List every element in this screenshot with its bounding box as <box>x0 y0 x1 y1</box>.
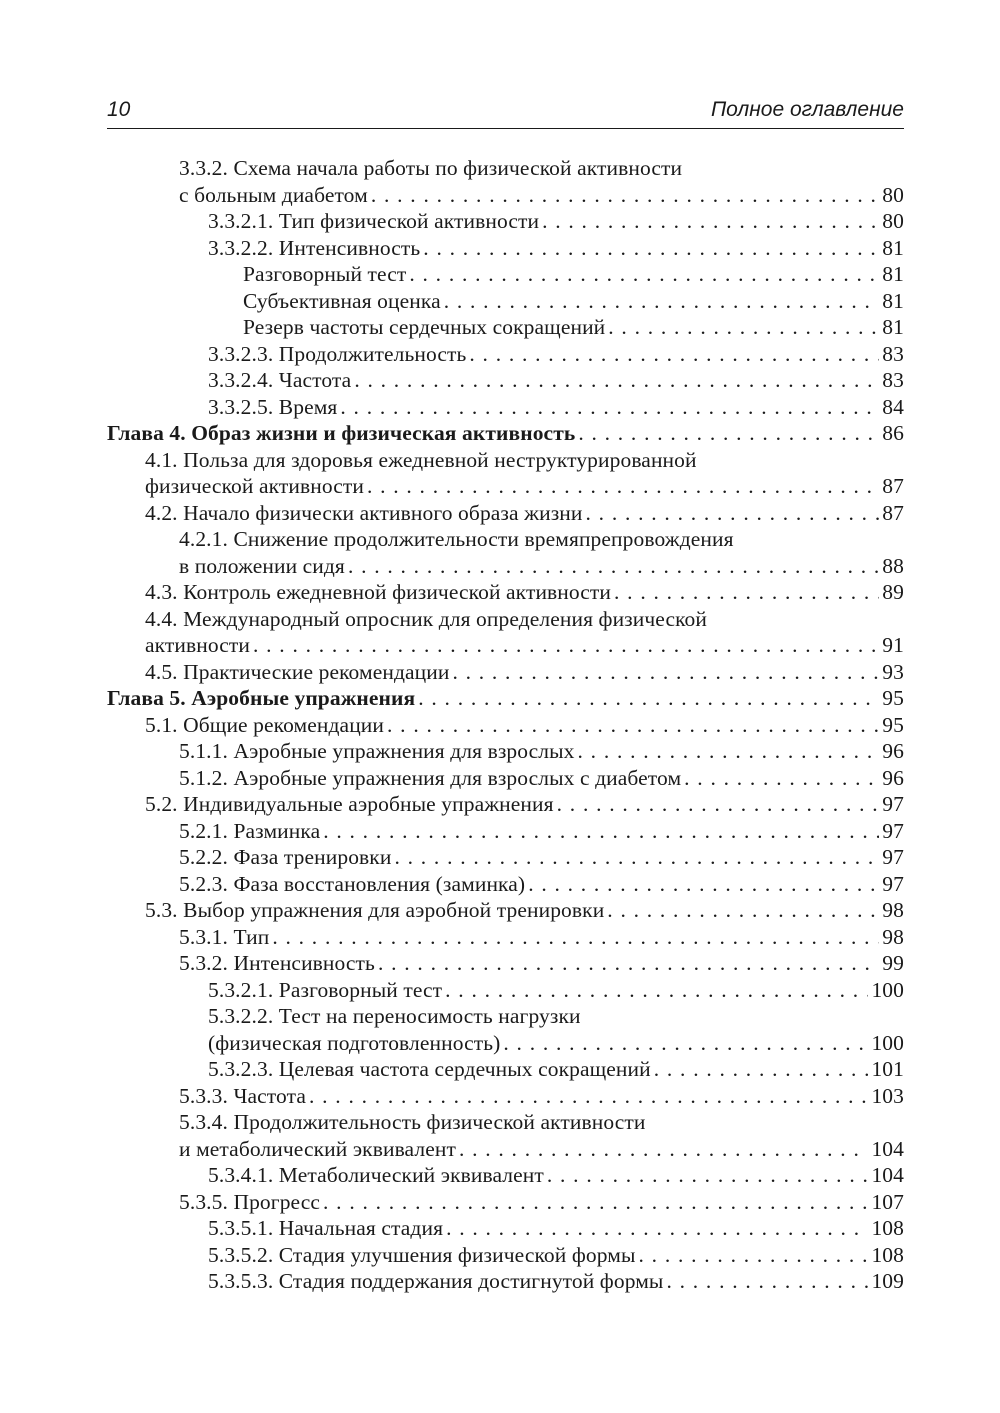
toc-entry-title: Субъективная оценка <box>243 288 441 313</box>
toc-page-number: 108 <box>871 1216 904 1240</box>
toc-page-number: 86 <box>882 421 904 445</box>
dot-leader <box>614 579 879 606</box>
toc-entry-title: с больным диабетом <box>179 182 368 207</box>
dot-leader <box>528 871 879 898</box>
toc-entry-title: 5.1. Общие рекомендации <box>145 712 385 737</box>
toc-entry <box>107 208 904 235</box>
toc-page-number: 81 <box>882 262 904 286</box>
toc-page-number: 84 <box>882 394 904 419</box>
dot-leader <box>654 1056 869 1083</box>
toc-page-number: 98 <box>882 898 904 922</box>
toc-entry <box>107 447 904 474</box>
toc-entry <box>107 1056 904 1083</box>
toc-entry-title: 4.2.1. Снижение продолжительности времяпрепровождения <box>179 527 734 551</box>
dot-leader <box>608 314 879 341</box>
toc-entry <box>107 1242 904 1269</box>
toc-entry-title: 4.4. Международный опросник для определения физической <box>145 606 708 631</box>
toc-page-number: 101 <box>871 1057 904 1081</box>
toc-entry-title: 5.3.2. Интенсивность <box>179 951 375 975</box>
toc-entry <box>107 288 904 315</box>
running-title: Полное оглавление <box>710 98 904 121</box>
toc-entry-title: 5.3.5.1. Начальная стадия <box>208 1216 444 1240</box>
toc-entry-title: 5.3. Выбор упражнения для аэробной тренировки <box>145 898 605 922</box>
toc-page-number: 89 <box>882 580 904 604</box>
toc-entry-title: Разговорный тест <box>243 262 407 286</box>
dot-leader <box>542 208 879 235</box>
toc-entry-title: 4.3. Контроль ежедневной физической активности <box>145 580 612 604</box>
toc-entry <box>107 950 904 977</box>
dot-leader <box>253 632 879 659</box>
toc-page-number: 98 <box>882 924 904 949</box>
dot-leader <box>557 791 880 818</box>
toc-entry <box>107 367 904 394</box>
toc-entry <box>107 818 904 845</box>
toc-entry <box>107 182 904 209</box>
toc-entry-title: 3.3.2.5. Время <box>208 394 338 419</box>
toc-entry <box>107 765 904 792</box>
dot-leader <box>452 659 879 686</box>
toc-entry <box>107 977 904 1004</box>
toc-entry-title: 5.3.1. Тип <box>179 924 270 949</box>
toc-entry-title: 3.3.2.2. Интенсивность <box>208 235 421 260</box>
toc-entry-title: 4.2. Начало физически активного образа жизни <box>145 500 583 525</box>
toc-page-number: 81 <box>882 235 904 260</box>
toc-entry <box>107 738 904 765</box>
toc-entry-title: 5.2.2. Фаза тренировки <box>179 845 392 869</box>
toc-entry-title: в положении сидя <box>179 553 345 578</box>
dot-leader <box>639 1242 869 1269</box>
toc-page-number: 96 <box>882 765 904 790</box>
dot-leader <box>444 288 880 315</box>
toc-entry-title: 5.2.3. Фаза восстановления (заминка) <box>179 871 526 896</box>
dot-leader <box>666 1268 868 1295</box>
toc-entry-title: 5.3.2.1. Разговорный тест <box>208 977 443 1002</box>
toc-entry <box>107 924 904 951</box>
toc-entry <box>107 659 904 686</box>
dot-leader <box>586 500 880 527</box>
toc-entry-title: 5.1.2. Аэробные упражнения для взрослых с диабетом <box>179 765 682 790</box>
toc-page-number: 107 <box>871 1189 904 1214</box>
toc-entry-title: 3.3.2. Схема начала работы по физической активности <box>179 156 683 180</box>
toc-page-number: 96 <box>882 739 904 763</box>
toc-entry <box>107 553 904 580</box>
toc-entry-title: 4.5. Практические рекомендации <box>145 659 450 684</box>
toc-page-number: 87 <box>882 474 904 498</box>
toc-page-number: 103 <box>871 1083 904 1108</box>
toc-entry-title: 5.3.3. Частота <box>179 1083 306 1108</box>
toc-entry-title: 4.1. Польза для здоровья ежедневной неструктурированной <box>145 447 697 472</box>
toc-chapter-entry <box>107 420 904 447</box>
dot-leader <box>367 473 879 500</box>
page-header <box>107 88 904 129</box>
toc-page-number: 93 <box>882 659 904 684</box>
toc-page-number: 104 <box>871 1136 904 1161</box>
toc-entry-title: Глава 5. Аэробные упражнения <box>107 686 416 710</box>
toc-page-number: 109 <box>871 1269 904 1293</box>
toc-page-number: 83 <box>882 341 904 366</box>
toc-entry <box>107 394 904 421</box>
toc-entry <box>107 526 904 553</box>
toc-entry-title: 5.1.1. Аэробные упражнения для взрослых <box>179 739 575 763</box>
dot-leader <box>469 341 879 368</box>
toc-entry-title: 5.3.2.2. Тест на переносимость нагрузки <box>208 1004 581 1028</box>
toc-page-number: 95 <box>882 712 904 737</box>
dot-leader <box>547 1162 869 1189</box>
dot-leader <box>578 738 880 765</box>
toc-entry-title: активности <box>145 633 250 657</box>
toc-entry-title: 3.3.2.3. Продолжительность <box>208 341 467 366</box>
toc-entry-title: 5.3.5.3. Стадия поддержания достигнутой формы <box>208 1269 664 1293</box>
toc-entry <box>107 1109 904 1136</box>
dot-leader <box>340 394 879 421</box>
toc-entry <box>107 1003 904 1030</box>
page-number: 10 <box>107 98 131 121</box>
toc-entry-title: 5.3.4.1. Метаболический эквивалент <box>208 1163 544 1187</box>
toc-entry-title: 5.3.5. Прогресс <box>179 1189 321 1214</box>
toc-page-number: 95 <box>882 686 904 710</box>
toc-page-number: 100 <box>871 1030 904 1055</box>
toc-page-number: 97 <box>882 818 904 843</box>
toc-entry <box>107 1215 904 1242</box>
toc-entry <box>107 1189 904 1216</box>
toc-entry-title: 3.3.2.1. Тип физической активности <box>208 209 540 233</box>
toc-page-number: 81 <box>882 315 904 339</box>
dot-leader <box>578 420 879 447</box>
toc-entry <box>107 791 904 818</box>
toc-entry-title: 5.2.1. Разминка <box>179 818 321 843</box>
toc-entry-title: 5.3.2.3. Целевая частота сердечных сокращений <box>208 1057 651 1081</box>
toc-page-number: 88 <box>882 553 904 578</box>
toc-page-number: 100 <box>871 977 904 1002</box>
toc-entry-title: Резерв частоты сердечных сокращений <box>243 315 606 339</box>
toc-entry <box>107 1030 904 1057</box>
toc-entry <box>107 314 904 341</box>
toc-page-number: 80 <box>882 182 904 207</box>
dot-leader <box>446 1215 868 1242</box>
toc-entry <box>107 1268 904 1295</box>
dot-leader <box>371 182 879 209</box>
toc-entry-title: физической активности <box>145 474 364 498</box>
toc-page-number: 108 <box>871 1242 904 1267</box>
toc-entry <box>107 606 904 633</box>
toc-chapter-entry <box>107 685 904 712</box>
dot-leader <box>354 367 879 394</box>
toc-page-number: 99 <box>882 951 904 975</box>
toc-entry <box>107 341 904 368</box>
toc-page-number: 80 <box>882 209 904 233</box>
toc-page-number: 87 <box>882 500 904 525</box>
toc-entry-title: (физическая подготовленность) <box>208 1030 501 1055</box>
dot-leader <box>459 1136 868 1163</box>
toc-page-number: 83 <box>882 368 904 392</box>
toc-entry <box>107 473 904 500</box>
dot-leader <box>418 685 879 712</box>
toc-entry <box>107 712 904 739</box>
toc-entry <box>107 897 904 924</box>
dot-leader <box>409 261 879 288</box>
toc-entry <box>107 1136 904 1163</box>
toc-entry <box>107 155 904 182</box>
toc-entry <box>107 235 904 262</box>
dot-leader <box>309 1083 868 1110</box>
table-of-contents <box>107 155 904 1295</box>
toc-entry <box>107 1162 904 1189</box>
toc-page-number: 97 <box>882 845 904 869</box>
dot-leader <box>503 1030 868 1057</box>
toc-page-number: 81 <box>882 288 904 313</box>
toc-page-number: 91 <box>882 633 904 657</box>
dot-leader <box>272 924 879 951</box>
toc-entry-title: 5.2. Индивидуальные аэробные упражнения <box>145 792 554 816</box>
toc-page-number: 104 <box>871 1163 904 1187</box>
dot-leader <box>607 897 879 924</box>
toc-page-number: 97 <box>882 792 904 816</box>
toc-entry <box>107 871 904 898</box>
toc-entry-title: Глава 4. Образ жизни и физическая активность <box>107 421 576 445</box>
toc-entry-title: 5.3.4. Продолжительность физической активности <box>179 1110 646 1134</box>
toc-entry-title: 5.3.5.2. Стадия улучшения физической формы <box>208 1242 636 1267</box>
dot-leader <box>423 235 879 262</box>
toc-entry <box>107 1083 904 1110</box>
dot-leader <box>378 950 879 977</box>
toc-entry <box>107 844 904 871</box>
dot-leader <box>387 712 879 739</box>
dot-leader <box>445 977 868 1004</box>
toc-entry-title: и метаболический эквивалент <box>179 1136 456 1161</box>
toc-page-number: 97 <box>882 871 904 896</box>
dot-leader <box>323 818 879 845</box>
toc-entry <box>107 500 904 527</box>
toc-entry <box>107 579 904 606</box>
dot-leader <box>684 765 879 792</box>
toc-entry-title: 3.3.2.4. Частота <box>208 368 352 392</box>
dot-leader <box>348 553 879 580</box>
toc-entry <box>107 632 904 659</box>
dot-leader <box>323 1189 868 1216</box>
dot-leader <box>394 844 879 871</box>
toc-entry <box>107 261 904 288</box>
